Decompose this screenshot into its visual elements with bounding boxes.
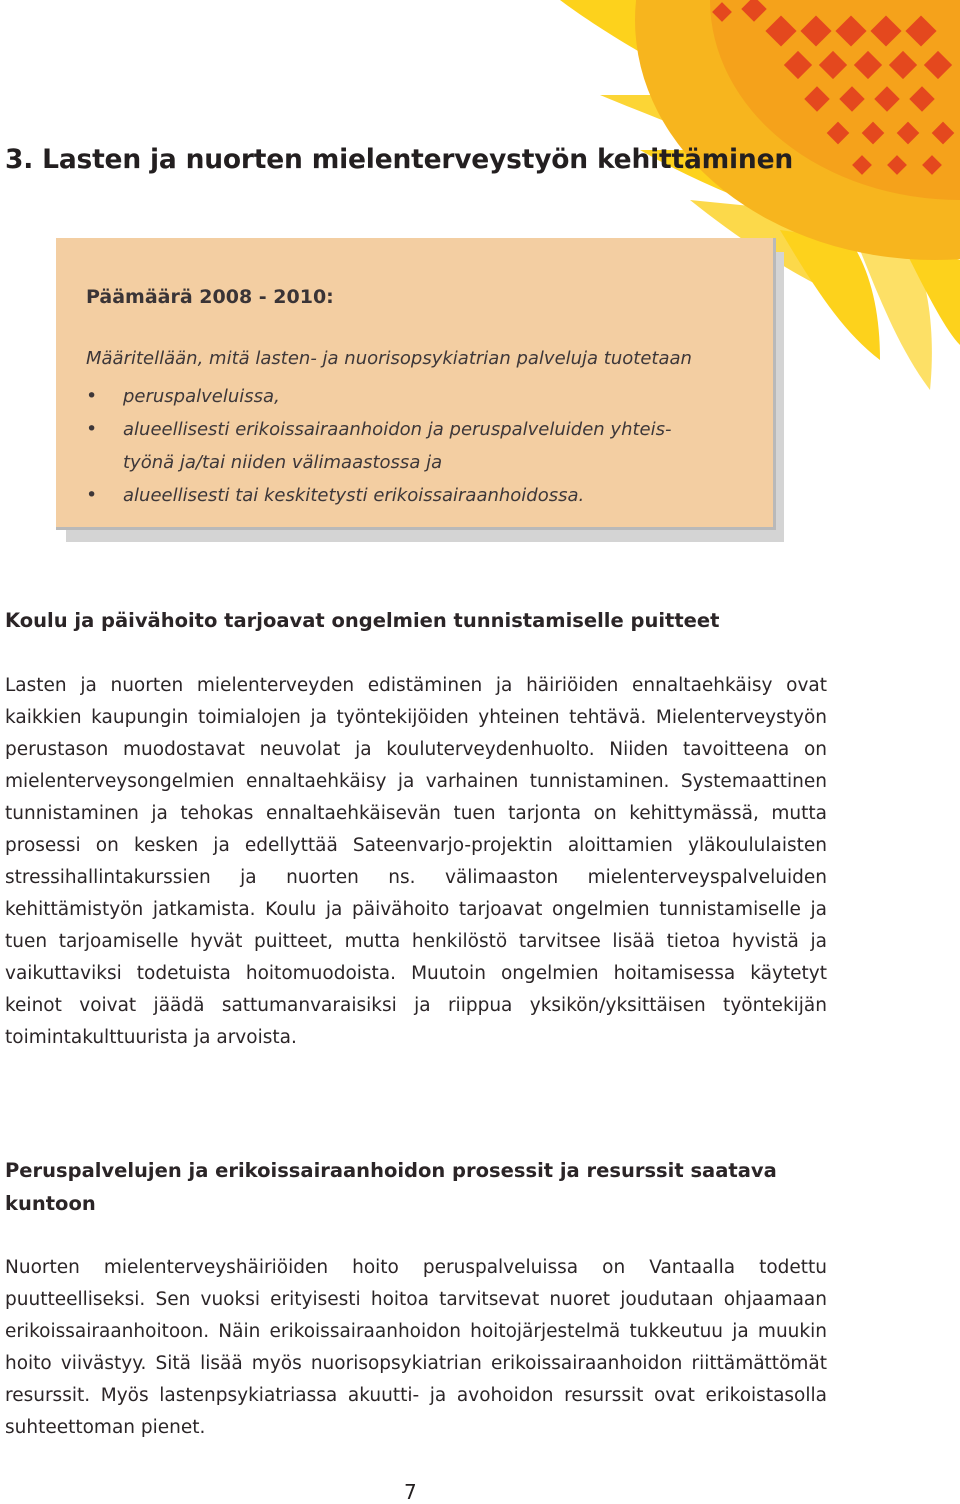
goal-list bbox=[86, 380, 672, 512]
list-item-text: työnä ja/tai niiden välimaastossa ja bbox=[123, 452, 443, 473]
list-item-continuation bbox=[86, 446, 672, 479]
bullet-icon: • bbox=[86, 484, 98, 506]
section2-heading: Peruspalvelujen ja erikoissairaanhoidon prosessit ja resurssit saatava kuntoon bbox=[5, 1159, 777, 1215]
section1-body: Lasten ja nuorten mielenterveyden edistäminen ja häiriöiden ennaltaehkäisy ovat kaikkien kaupungin toimialojen ja työntekijöiden yhteinen tehtävä. Mielenterveystyön perustason muodostavat neuvolat ja kouluterveydenhuolto. Niiden tavoitteena on mielenterveysongelmien ennaltaehkäisy ja varhainen tunnistaminen. Systemaattinen tunnistaminen ja tehokas ennaltaehkäisevän tuen tarjonta on kehittymässä, mutta prosessi on kesken ja edellyttää Sateenvarjo-projektin aloittamien yläkoululaisten stressihallintakurssien ja nuorten ns. välimaaston mielenterveyspalveluiden kehittämistyön jatkamista. Koulu ja päivähoito tarjoavat ongelmien tunnistamiselle ja tuen tarjoamiselle hyvät puitteet, mutta henkilöstö tarvitsee lisää tietoa hyvistä ja vaikuttaviksi todetuista hoitomuodoista. Muutoin ongelmien hoitamisessa käytetyt keinot voivat jäädä sattumanvaraisiksi ja riippua yksikön/yksittäisen työntekijän toimintakulttuurista ja arvoista. bbox=[5, 675, 827, 1048]
page-number: 7 bbox=[404, 1480, 417, 1504]
list-item bbox=[86, 479, 672, 512]
goal-heading: Päämäärä 2008 - 2010: bbox=[86, 286, 334, 308]
list-item-text: alueellisesti erikoissairaanhoidon ja peruspalveluiden yhteis- bbox=[123, 419, 672, 440]
list-item-text: alueellisesti tai keskitetysti erikoissairaanhoidossa. bbox=[123, 485, 585, 506]
page-title: 3. Lasten ja nuorten mielenterveystyön kehittäminen bbox=[5, 144, 794, 175]
goal-box bbox=[56, 238, 776, 530]
bullet-icon: • bbox=[86, 418, 98, 440]
list-item bbox=[86, 380, 672, 413]
section1-heading: Koulu ja päivähoito tarjoavat ongelmien tunnistamiselle puitteet bbox=[5, 609, 720, 632]
list-item bbox=[86, 413, 672, 446]
list-item-text: peruspalveluissa, bbox=[123, 386, 280, 407]
goal-intro: Määritellään, mitä lasten- ja nuorisopsykiatrian palveluja tuotetaan bbox=[86, 348, 692, 369]
bullet-icon: • bbox=[86, 385, 98, 407]
section2-body: Nuorten mielenterveyshäiriöiden hoito peruspalveluissa on Vantaalla todettu puutteelliseksi. Sen vuoksi erityisesti hoitoa tarvitsevat nuoret joudutaan ohjaamaan erikoissairaanhoitoon. Näin erikoissairaanhoidon hoitojärjestelmä tukkeutuu ja muukin hoito viivästyy. Sitä lisää myös nuorisopsykiatrian erikoissairaanhoidon riittämättömät resurssit. Myös lastenpsykiatriassa akuutti- ja avohoidon resurssit ovat erikoistasolla suhteettoman pienet. bbox=[5, 1257, 827, 1438]
